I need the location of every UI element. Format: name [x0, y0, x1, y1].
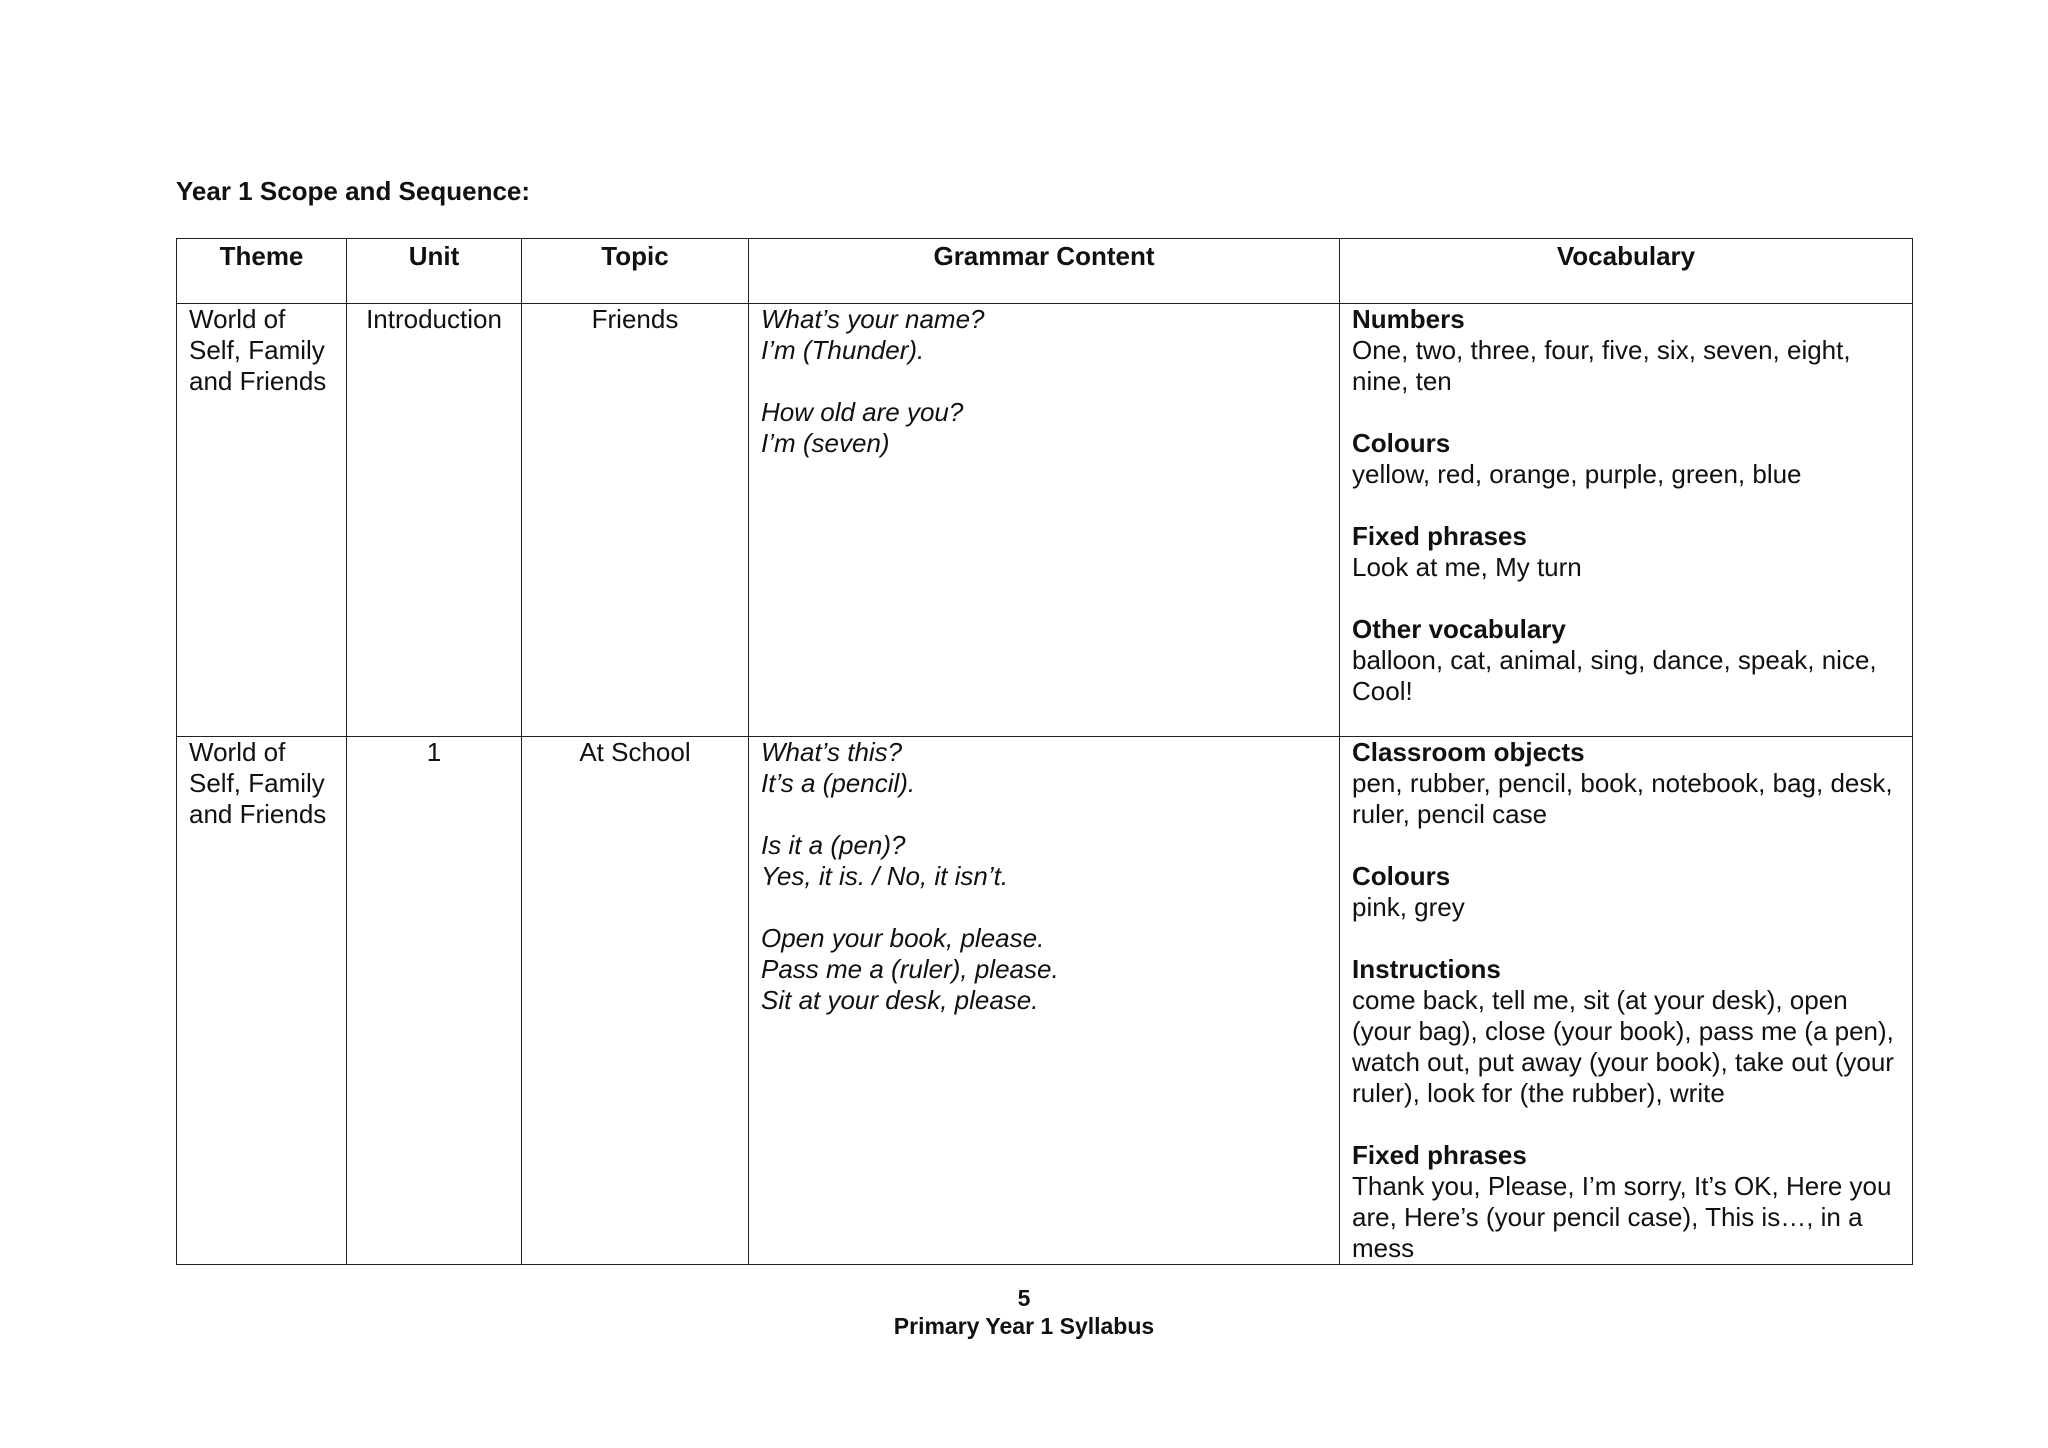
- vocabulary-heading: Fixed phrases: [1352, 521, 1527, 551]
- vocabulary-text: yellow, red, orange, purple, green, blue: [1352, 459, 1802, 489]
- theme-cell: [177, 737, 347, 1265]
- vocabulary-text: One, two, three, four, five, six, seven, eight, nine, ten: [1352, 335, 1851, 396]
- vocabulary-heading: Classroom objects: [1352, 737, 1585, 767]
- theme-line: Self, Family: [189, 768, 325, 798]
- table-row: [177, 304, 1913, 737]
- grammar-line: [761, 366, 1327, 397]
- vocabulary-group: [1352, 428, 1900, 490]
- scope-sequence-table: [176, 238, 1913, 1265]
- grammar-line: I’m (Thunder).: [761, 335, 925, 365]
- topic-cell: At School: [522, 737, 749, 1265]
- vocabulary-text: pen, rubber, pencil, book, notebook, bag, desk, ruler, pencil case: [1352, 768, 1893, 829]
- vocabulary-heading: Colours: [1352, 428, 1451, 458]
- vocabulary-group: [1352, 521, 1900, 583]
- topic-cell: Friends: [522, 304, 749, 737]
- vocabulary-cell: [1340, 737, 1913, 1265]
- vocabulary-heading: Colours: [1352, 861, 1451, 891]
- page-number: 5: [1017, 1285, 1031, 1311]
- grammar-line: How old are you?: [761, 397, 964, 427]
- vocabulary-text: pink, grey: [1352, 892, 1465, 922]
- grammar-line: Pass me a (ruler), please.: [761, 954, 1059, 984]
- theme-line: Self, Family: [189, 335, 325, 365]
- grammar-line: It’s a (pencil).: [761, 768, 916, 798]
- unit-cell: 1: [347, 737, 522, 1265]
- vocabulary-heading: Instructions: [1352, 954, 1501, 984]
- document-footer-title: Primary Year 1 Syllabus: [893, 1313, 1155, 1339]
- column-header-theme: Theme: [177, 239, 347, 304]
- grammar-line: Sit at your desk, please.: [761, 985, 1039, 1015]
- vocabulary-group: [1352, 737, 1900, 830]
- unit-cell: Introduction: [347, 304, 522, 737]
- grammar-line: Yes, it is. / No, it isn’t.: [761, 861, 1009, 891]
- column-header-grammar: Grammar Content: [749, 239, 1340, 304]
- vocabulary-group: [1352, 304, 1900, 397]
- vocabulary-text: balloon, cat, animal, sing, dance, speak, nice, Cool!: [1352, 645, 1877, 706]
- vocabulary-group: [1352, 1140, 1900, 1264]
- grammar-line: What’s your name?: [761, 304, 985, 334]
- grammar-line: I’m (seven): [761, 428, 890, 458]
- vocabulary-group: [1352, 954, 1900, 1109]
- grammar-line: [761, 892, 1327, 923]
- table-header-row: [177, 239, 1913, 304]
- theme-line: and Friends: [189, 366, 327, 396]
- vocabulary-cell: [1340, 304, 1913, 737]
- vocabulary-group: [1352, 861, 1900, 923]
- table-row: [177, 737, 1913, 1265]
- column-header-topic: Topic: [522, 239, 749, 304]
- page-heading: Year 1 Scope and Sequence:: [176, 176, 531, 206]
- vocabulary-heading: Fixed phrases: [1352, 1140, 1527, 1170]
- grammar-line: Open your book, please.: [761, 923, 1045, 953]
- grammar-line: [761, 799, 1327, 830]
- vocabulary-text: Thank you, Please, I’m sorry, It’s OK, Here you are, Here’s (your pencil case), This is…, in a mess: [1352, 1171, 1892, 1263]
- theme-line: and Friends: [189, 799, 327, 829]
- grammar-cell: [749, 304, 1340, 737]
- grammar-cell: [749, 737, 1340, 1265]
- vocabulary-heading: Other vocabulary: [1352, 614, 1566, 644]
- grammar-line: What’s this?: [761, 737, 903, 767]
- grammar-line: Is it a (pen)?: [761, 830, 906, 860]
- vocabulary-text: Look at me, My turn: [1352, 552, 1582, 582]
- theme-line: World of: [189, 304, 286, 334]
- theme-cell: [177, 304, 347, 737]
- column-header-unit: Unit: [347, 239, 522, 304]
- vocabulary-text: come back, tell me, sit (at your desk), open (your bag), close (your book), pass me (a pen), watch out, put away (your book), take out (your ruler), look for (the rubber), write: [1352, 985, 1894, 1108]
- vocabulary-group: [1352, 614, 1900, 707]
- vocabulary-heading: Numbers: [1352, 304, 1465, 334]
- theme-line: World of: [189, 737, 286, 767]
- column-header-vocabulary: Vocabulary: [1340, 239, 1913, 304]
